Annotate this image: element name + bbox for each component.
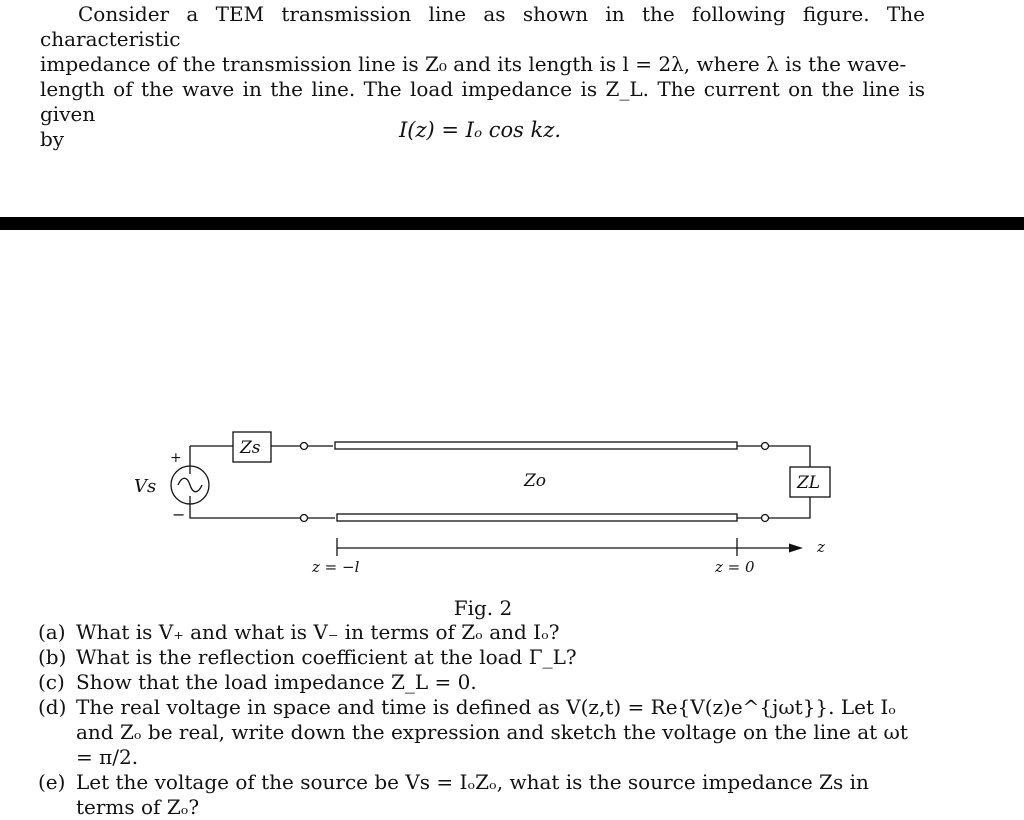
question-text: Let the voltage of the source be Vs = IₒZₒ, what is the source impedance Zs in terms of Zₒ? (76, 770, 869, 819)
question-text: The real voltage in space and time is defined as V(z,t) = Re{V(z)e^{jωt}}. Let Iₒ and Zₒ be real, write down the expression and sketch the voltage on the line at ωt = π/2. (76, 695, 908, 769)
z-start-label: z = −l (312, 558, 360, 576)
terminal-top-right (762, 443, 769, 450)
question-a (38, 620, 928, 645)
circuit-diagram (0, 410, 1024, 590)
question-d (38, 695, 928, 770)
problem-line-3: length of the wave in the line. The load impedance is Z_L. The current on the line is given (40, 77, 925, 126)
load-impedance-label: ZL (797, 473, 821, 493)
source-bottom-wire (190, 496, 305, 518)
question-text: Show that the load impedance Z_L = 0. (76, 670, 477, 694)
source-voltage-label: Vs (134, 476, 157, 497)
bottom-conductor (337, 514, 737, 521)
problem-line-2: impedance of the transmission line is Z₀ and its length is l = 2λ, where λ is the wave- (40, 52, 907, 76)
line-impedance-label: Zo (524, 471, 547, 491)
plus-sign: + (170, 450, 182, 466)
question-c (38, 670, 928, 695)
question-label: (a) (38, 620, 66, 644)
question-label: (d) (38, 695, 67, 719)
z-axis-arrow-icon (789, 544, 803, 553)
question-b (38, 645, 928, 670)
z-end-label: z = 0 (715, 558, 755, 576)
question-label: (c) (38, 670, 65, 694)
terminal-bottom-left (301, 515, 308, 522)
load-bottom-wire (769, 497, 811, 518)
problem-line-4: by (40, 127, 65, 151)
question-text: What is V₊ and what is V₋ in terms of Zₒ and Iₒ? (76, 620, 560, 644)
question-text: What is the reflection coefficient at the load Γ_L? (76, 645, 577, 669)
terminal-bottom-right (762, 515, 769, 522)
load-top-wire (769, 446, 811, 467)
separator-bar (0, 217, 1024, 230)
z-axis-label: z (817, 538, 825, 556)
terminal-top-left (301, 443, 308, 450)
problem-line-1: Consider a TEM transmission line as shown in the following figure. The characteristic (40, 2, 925, 51)
top-conductor (335, 442, 737, 449)
sine-icon (178, 478, 202, 492)
question-label: (e) (38, 770, 66, 794)
current-equation: I(z) = Iₒ cos kz. (398, 118, 562, 142)
source-impedance-label: Zs (240, 438, 261, 458)
question-list (38, 620, 928, 820)
question-e (38, 770, 928, 820)
minus-sign: − (172, 505, 186, 524)
question-label: (b) (38, 645, 67, 669)
figure-caption: Fig. 2 (453, 596, 513, 620)
